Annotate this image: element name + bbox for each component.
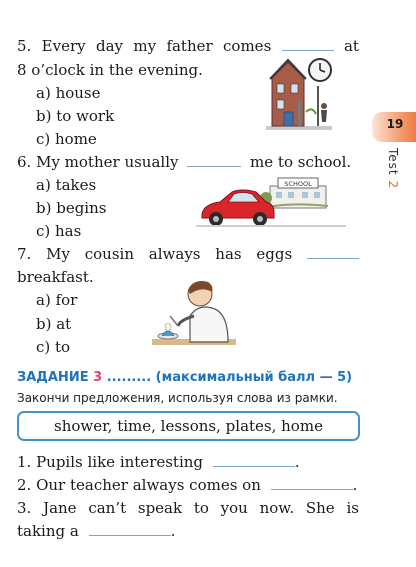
question-6-text-end: me to school. xyxy=(250,153,352,171)
sentence-2-text: 2. Our teacher always comes on xyxy=(17,476,261,494)
word: She xyxy=(305,499,335,517)
answer-blank-5[interactable] xyxy=(282,36,334,51)
test-label: Test xyxy=(386,148,400,176)
page-number: 19 xyxy=(386,117,404,131)
option-6b: b) begins xyxy=(36,199,107,217)
car-school-illustration xyxy=(196,174,348,232)
word: Jane xyxy=(43,499,77,517)
word: now. xyxy=(259,499,295,517)
period: . xyxy=(170,522,176,540)
word: 3. xyxy=(17,499,32,517)
option-5a: a) house xyxy=(36,84,101,102)
word: eggs xyxy=(256,245,293,263)
test-side-label xyxy=(386,148,400,189)
task-dots: ......... xyxy=(106,370,152,385)
test-number: 2 xyxy=(386,180,400,190)
sentence-2 xyxy=(17,475,357,495)
word: to xyxy=(193,499,209,517)
period: . xyxy=(294,453,300,471)
option-5b: b) to work xyxy=(36,107,115,125)
word: 5. xyxy=(17,37,32,55)
answer-blank-6[interactable] xyxy=(187,152,241,167)
word: can’t xyxy=(88,499,127,517)
word: always xyxy=(148,245,201,263)
word: my xyxy=(133,37,157,55)
word: cousin xyxy=(84,245,134,263)
word: is xyxy=(346,499,359,517)
answer-blank-s3[interactable] xyxy=(89,521,171,536)
option-7b: b) at xyxy=(36,315,72,333)
option-6a: a) takes xyxy=(36,176,97,194)
task-heading xyxy=(17,370,352,385)
question-7-line-1 xyxy=(17,244,359,264)
word: has xyxy=(215,245,242,263)
word: speak xyxy=(137,499,183,517)
sentence-3-text-end: taking a xyxy=(17,522,79,540)
word: My xyxy=(46,245,70,263)
answer-blank-7[interactable] xyxy=(307,244,359,259)
question-5-line-2: 8 o’clock in the evening. xyxy=(17,61,203,79)
option-5c: c) home xyxy=(36,130,97,148)
sentence-1 xyxy=(17,452,300,472)
task-number: 3 xyxy=(93,370,103,385)
word: 7. xyxy=(17,245,32,263)
question-6-line-1 xyxy=(17,152,351,172)
sentence-3-line-1 xyxy=(17,498,359,518)
word: day xyxy=(95,37,124,55)
question-5-line-1 xyxy=(17,36,359,56)
word: at xyxy=(343,37,359,55)
option-6c: c) has xyxy=(36,222,82,240)
question-6-text-start: 6. My mother usually xyxy=(17,153,179,171)
sentence-1-text: 1. Pupils like interesting xyxy=(17,453,204,471)
house-clock-illustration xyxy=(262,56,338,132)
task-instruction: Закончи предложения, используя слова из рамки. xyxy=(17,391,338,405)
word: father xyxy=(166,37,213,55)
answer-blank-s2[interactable] xyxy=(271,475,353,490)
period: . xyxy=(352,476,358,494)
task-label: ЗАДАНИЕ xyxy=(17,370,89,385)
task-points: (максимальный балл — 5) xyxy=(155,370,353,385)
school-sign: SCHOOL xyxy=(284,180,312,188)
word: comes xyxy=(223,37,272,55)
option-7c: c) to xyxy=(36,338,71,356)
word: you xyxy=(220,499,248,517)
option-7a: a) for xyxy=(36,291,78,309)
answer-blank-s1[interactable] xyxy=(213,452,295,467)
question-7-line-2: breakfast. xyxy=(17,268,94,286)
word-box: shower, time, lessons, plates, home xyxy=(17,411,360,441)
sentence-3-line-2 xyxy=(17,521,175,541)
word: Every xyxy=(41,37,86,55)
boy-breakfast-illustration xyxy=(150,276,238,352)
